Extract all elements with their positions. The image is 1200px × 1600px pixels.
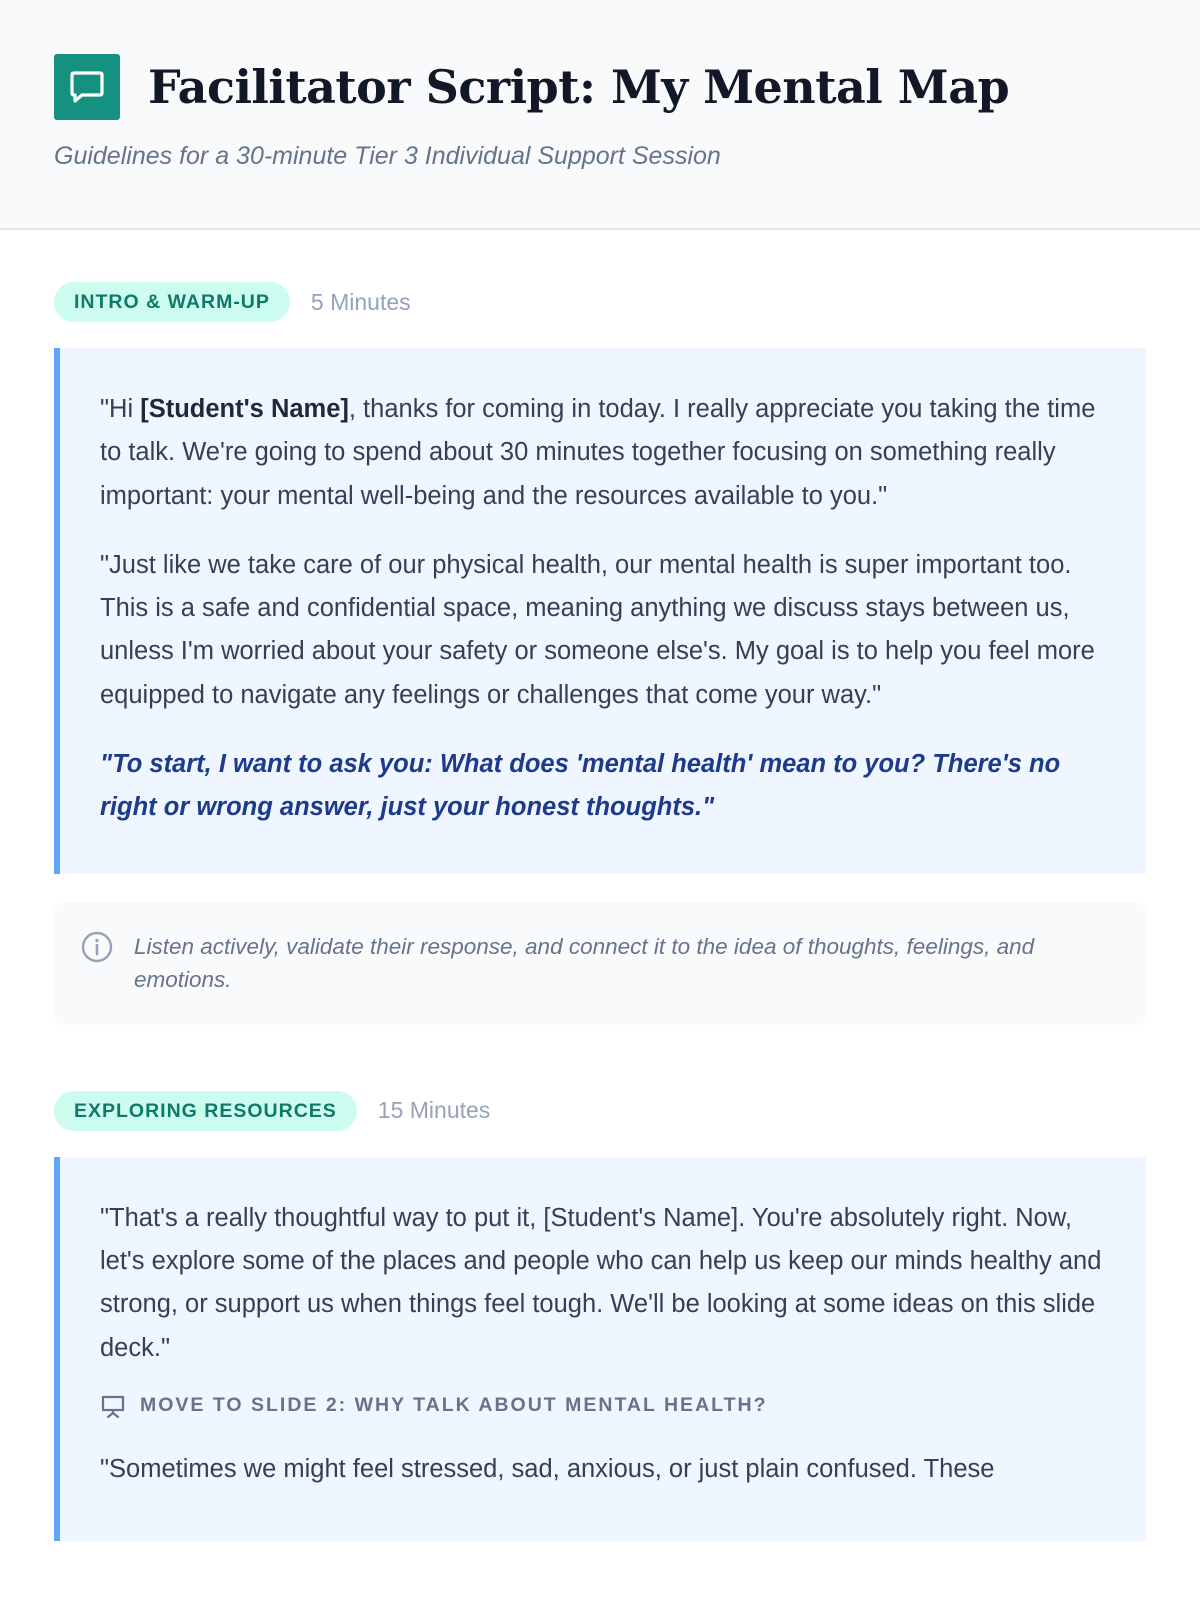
info-icon: [80, 930, 114, 964]
main-content: [0, 230, 1200, 1541]
section-duration: 5 Minutes: [310, 288, 411, 315]
chat-bubble-icon: [54, 54, 120, 120]
script-text: "Hi: [100, 395, 141, 423]
facilitator-note: [54, 902, 1146, 1025]
section-badge: INTRO & WARM-UP: [54, 282, 290, 322]
student-name-placeholder: [Student's Name]: [140, 395, 349, 423]
section-header: [54, 1091, 1146, 1131]
script-box: [54, 1157, 1146, 1541]
title-row: [54, 54, 1146, 120]
section-badge: EXPLORING RESOURCES: [54, 1091, 357, 1131]
script-question: "To start, I want to ask you: What does 'mental health' mean to you? There's no right or wrong answer, just your honest thoughts.": [100, 750, 1061, 822]
presentation-icon: [100, 1393, 126, 1419]
section-header: [54, 282, 1146, 322]
slide-cue: [100, 1390, 1102, 1422]
script-paragraph: "Just like we take care of our physical health, our mental health is super important too. This is a safe and confidential space, meaning anything we discuss stays between us, unless I'm worried about your safety or someone else's. My goal is to help you feel more equipped to navigate any feelings or challenges that come your way.": [100, 550, 1095, 709]
page-header: [0, 0, 1200, 230]
script-box: [54, 348, 1146, 874]
script-paragraph: [100, 388, 1102, 518]
section-exploring-resources: [54, 1091, 1146, 1541]
script-text: , thanks for coming in today. I really appreciate you taking the time to talk. We're going to spend about 30 minutes together focusing on something really important: your mental well-being and the resources available to you.": [100, 395, 1096, 510]
script-paragraph: "That's a really thoughtful way to put it, [Student's Name]. You're absolutely right. Now, let's explore some of the places and people who can help us keep our minds healthy and strong, or support us when things feel tough. We'll be looking at some ideas on this slide deck.": [100, 1203, 1102, 1362]
script-paragraph: "Sometimes we might feel stressed, sad, anxious, or just plain confused. These: [100, 1454, 995, 1483]
page-subtitle: Guidelines for a 30-minute Tier 3 Individual Support Session: [54, 142, 721, 170]
section-duration: 15 Minutes: [377, 1097, 491, 1124]
page-title: Facilitator Script: My Mental Map: [148, 60, 1010, 114]
note-text: Listen actively, validate their response, and connect it to the idea of thoughts, feelings, and emotions.: [134, 933, 1035, 993]
slide-cue-label: MOVE TO SLIDE 2: WHY TALK ABOUT MENTAL HEALTH?: [140, 1394, 768, 1417]
section-intro: [54, 282, 1146, 1025]
